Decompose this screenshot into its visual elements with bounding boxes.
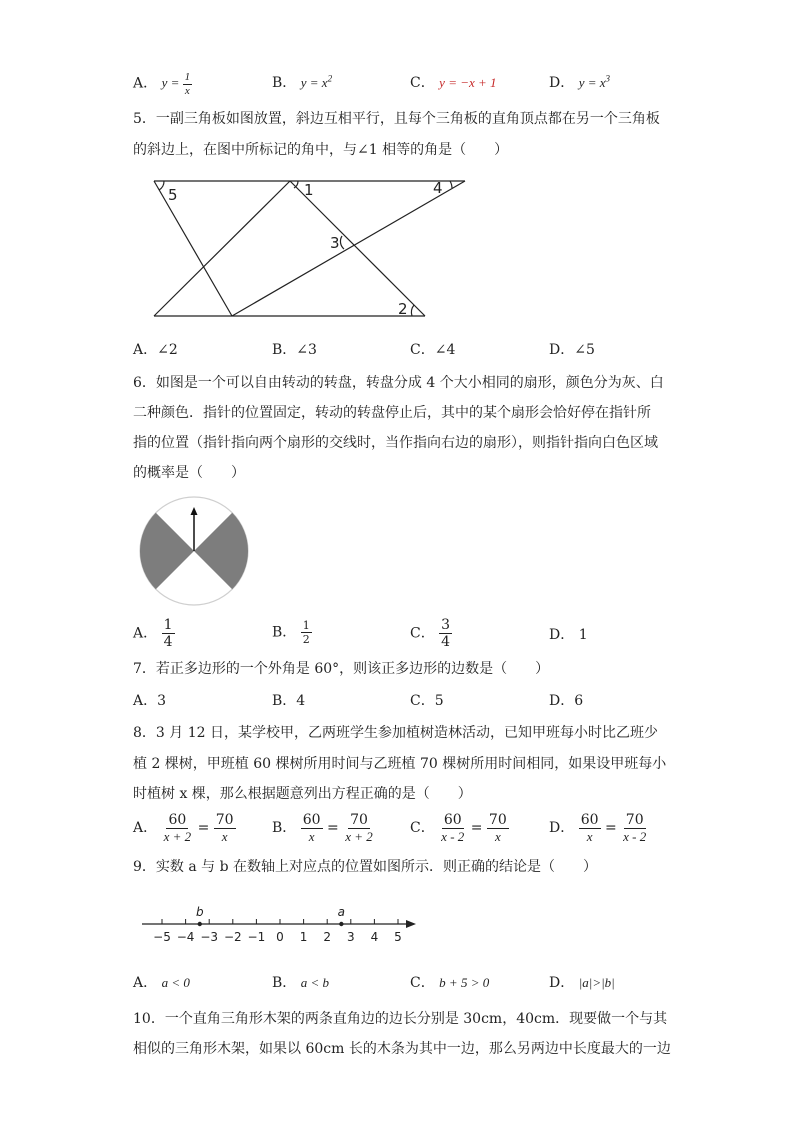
q9-point-a bbox=[339, 922, 343, 926]
q8-line-2: 植 2 棵树，甲班植 60 棵树所用时间与乙班植 70 棵树所用时间相同，如果设甲班每小 bbox=[133, 756, 667, 772]
q9-option-b[interactable]: B． a < b bbox=[272, 975, 330, 991]
q5-angle-arc-3 bbox=[340, 236, 344, 249]
q10-line-1: 10．一个直角三角形木架的两条直角边的边长分别是 30cm，40cm．现要做一个与其 bbox=[133, 1011, 668, 1027]
q9-option-d[interactable]: D． |a|>|b| bbox=[549, 975, 615, 991]
q9-point-label-b: b bbox=[195, 905, 204, 919]
q9-tick-label: 0 bbox=[276, 930, 284, 944]
q6-option-b[interactable]: B． $\frac{1}{2}$ bbox=[272, 619, 310, 646]
q9-tick-label: −4 bbox=[176, 930, 195, 944]
q10-line-2: 相似的三角形木架，如果以 60cm 长的木条为其中一边，那么另两边中长度最大的一边 bbox=[133, 1041, 671, 1057]
q6-spinner bbox=[135, 493, 253, 609]
q9-tick-label: 2 bbox=[323, 930, 332, 944]
q4-option-a-expr: y = $\frac{1}{x}$ bbox=[161, 71, 191, 97]
q9-axis-arrow-icon bbox=[406, 920, 416, 928]
q9-line-1: 9．实数 a 与 b 在数轴上对应点的位置如图所示．则正确的结论是（ ） bbox=[133, 859, 598, 875]
q8-option-d[interactable]: D． $\frac{60}{x}$ = $\frac{70}{x - 2}$ bbox=[549, 812, 647, 844]
q8-option-c[interactable]: C． $\frac{60}{x - 2}$ = $\frac{70}{x}$ bbox=[410, 812, 507, 844]
q4-option-a[interactable]: A． y = $\frac{1}{x}$ bbox=[133, 71, 191, 97]
q8-line-1: 8．3 月 12 日，某学校甲，乙两班学生参加植树造林活动，已知甲班每小时比乙班少 bbox=[133, 725, 658, 741]
q5-line-1: 5．一副三角板如图放置，斜边互相平行，且每个三角板的直角顶点都在另一个三角板 bbox=[133, 111, 660, 127]
q5-angle-label-3: 3 bbox=[330, 234, 340, 252]
q9-number-line bbox=[140, 900, 420, 950]
q9-tick-label: −5 bbox=[153, 930, 171, 944]
q5-option-d[interactable]: D．∠5 bbox=[549, 342, 595, 358]
q8-option-a[interactable]: A． $\frac{60}{x + 2}$ = $\frac{70}{x}$ bbox=[133, 812, 234, 844]
q5-angle-arc-2 bbox=[411, 305, 414, 316]
q6-option-a[interactable]: A． $\frac{1}{4}$ bbox=[133, 617, 173, 650]
q6-option-c[interactable]: C． $\frac{3}{4}$ bbox=[410, 617, 451, 650]
q5-angle-label-1: 1 bbox=[304, 181, 314, 199]
q6-line-3: 指的位置（指针指向两个扇形的交线时，当作指向右边的扇形），则指针指向白色区域 bbox=[133, 435, 658, 451]
q5-line-2: 的斜边上，在图中所标记的角中，与∠1 相等的角是（ ） bbox=[133, 142, 509, 158]
q5-angle-label-2: 2 bbox=[398, 300, 408, 318]
q6-line-2: 二种颜色．指针的位置固定，转动的转盘停止后，其中的某个扇形会恰好停在指针所 bbox=[133, 405, 651, 421]
q7-line-1: 7．若正多边形的一个外角是 60°，则该正多边形的边数是（ ） bbox=[133, 661, 550, 677]
q9-tick-label: −3 bbox=[200, 930, 219, 944]
q9-option-a[interactable]: A． a < 0 bbox=[133, 975, 190, 991]
q9-tick-label: 3 bbox=[346, 930, 355, 944]
q7-option-c[interactable]: C．5 bbox=[410, 693, 444, 709]
q4-option-b[interactable]: B． $y = x^2$ bbox=[272, 73, 333, 91]
q6-line-1: 6．如图是一个可以自由转动的转盘，转盘分成 4 个大小相同的扇形，颜色分为灰、白 bbox=[133, 375, 664, 391]
q6-line-4: 的概率是（ ） bbox=[133, 465, 245, 481]
q9-tick-label: −1 bbox=[247, 930, 266, 944]
q9-point-b bbox=[198, 922, 202, 926]
q9-tick-label: −2 bbox=[223, 930, 242, 944]
q7-option-d[interactable]: D．6 bbox=[549, 693, 584, 709]
q5-option-a[interactable]: A．∠2 bbox=[133, 342, 178, 358]
q5-option-c[interactable]: C．∠4 bbox=[410, 342, 456, 358]
q5-angle-arc-5 bbox=[159, 181, 164, 190]
q7-option-a[interactable]: A．3 bbox=[133, 693, 167, 709]
q6-option-d[interactable]: D． 1 bbox=[549, 627, 588, 643]
q5-line-a bbox=[154, 181, 232, 316]
q9-tick-label: 5 bbox=[394, 930, 402, 944]
q5-angle-label-5: 5 bbox=[168, 186, 178, 204]
q4-option-d[interactable]: D． $y = x^3$ bbox=[549, 73, 610, 91]
q9-point-label-a: a bbox=[337, 905, 346, 919]
q4-option-c[interactable]: C． y = −x + 1 bbox=[410, 75, 497, 91]
q7-option-b[interactable]: B．4 bbox=[272, 693, 306, 709]
q5-angle-arc-1 bbox=[294, 181, 298, 188]
q5-figure-triangles bbox=[140, 170, 480, 322]
q5-angle-arc-4 bbox=[450, 181, 452, 188]
q8-option-b[interactable]: B． $\frac{60}{x}$ = $\frac{70}{x + 2}$ bbox=[272, 812, 373, 844]
q5-option-b[interactable]: B．∠3 bbox=[272, 342, 317, 358]
q9-tick-label: 4 bbox=[370, 930, 379, 944]
q5-line-d bbox=[232, 181, 465, 316]
q9-tick-label: 1 bbox=[299, 930, 308, 944]
q5-line-c bbox=[290, 181, 425, 316]
q5-angle-label-4: 4 bbox=[433, 179, 443, 197]
q9-option-c[interactable]: C． b + 5 > 0 bbox=[410, 975, 490, 991]
q8-line-3: 时植树 x 棵，那么根据题意列出方程正确的是（ ） bbox=[133, 786, 472, 802]
